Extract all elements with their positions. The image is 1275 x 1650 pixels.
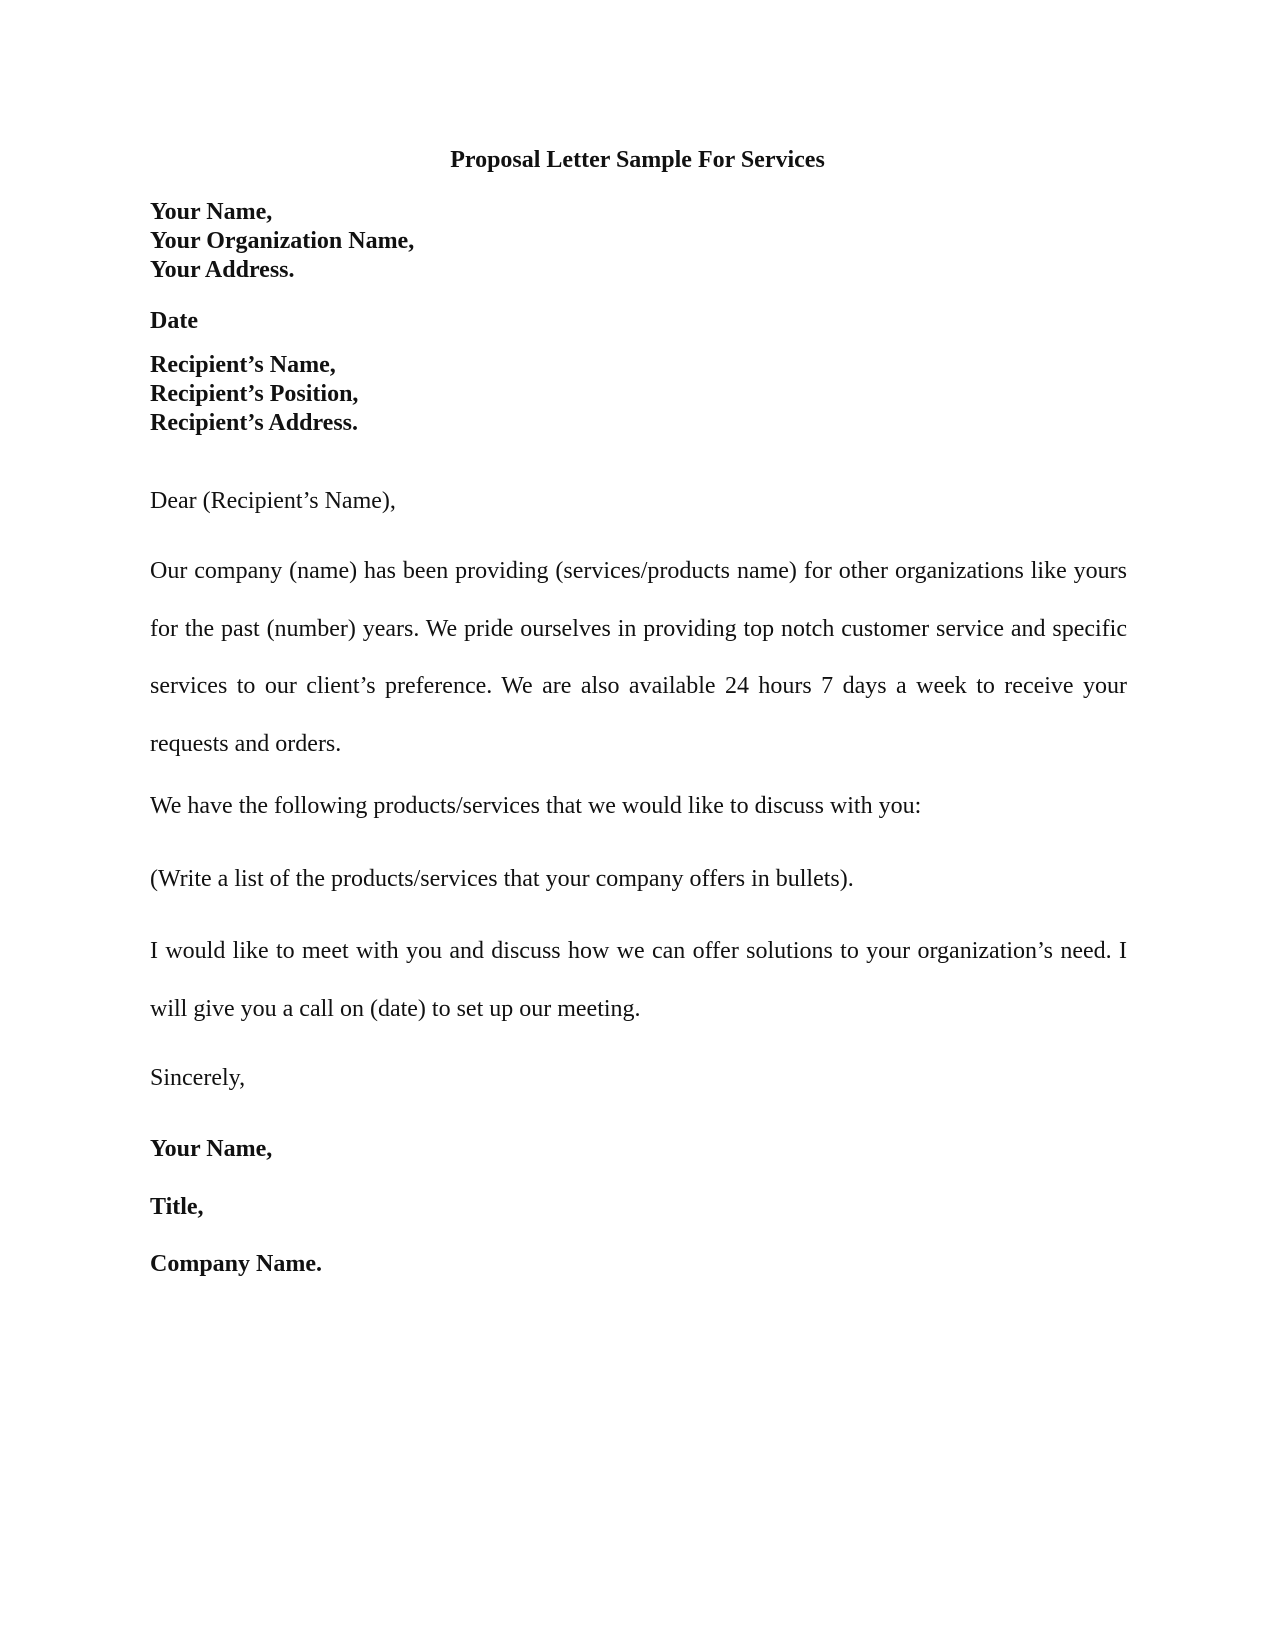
signature-name: Your Name,	[150, 1136, 273, 1162]
document-title: Proposal Letter Sample For Services	[450, 147, 825, 173]
recipient-block	[150, 351, 1127, 438]
body-paragraph-meeting: I would like to meet with you and discuss how we can offer solutions to your organization’s need. I will give you a call on (date) to set up our meeting.	[150, 938, 1127, 1022]
sender-name: Your Name,	[150, 199, 273, 225]
recipient-position: Recipient’s Position,	[150, 381, 359, 407]
salutation: Dear (Recipient’s Name),	[150, 488, 396, 514]
recipient-name: Recipient’s Name,	[150, 352, 336, 378]
signature-title: Title,	[150, 1194, 204, 1220]
body-paragraph-list-note: (Write a list of the products/services that your company offers in bullets).	[150, 866, 854, 892]
recipient-address: Recipient’s Address.	[150, 410, 359, 436]
signature-company: Company Name.	[150, 1251, 322, 1277]
sender-organization: Your Organization Name,	[150, 228, 415, 254]
closing: Sincerely,	[150, 1065, 246, 1091]
sender-block	[150, 198, 1127, 285]
body-paragraph-intro: Our company (name) has been providing (services/products name) for other organizations like yours for the past (number) years. We pride ourselves in providing top notch customer service and specific services to our client’s preference. We are also available 24 hours 7 days a week to receive your requests and orders.	[150, 558, 1127, 757]
sender-address: Your Address.	[150, 257, 295, 283]
date-line: Date	[150, 308, 198, 334]
body-paragraph-products: We have the following products/services that we would like to discuss with you:	[150, 793, 922, 819]
